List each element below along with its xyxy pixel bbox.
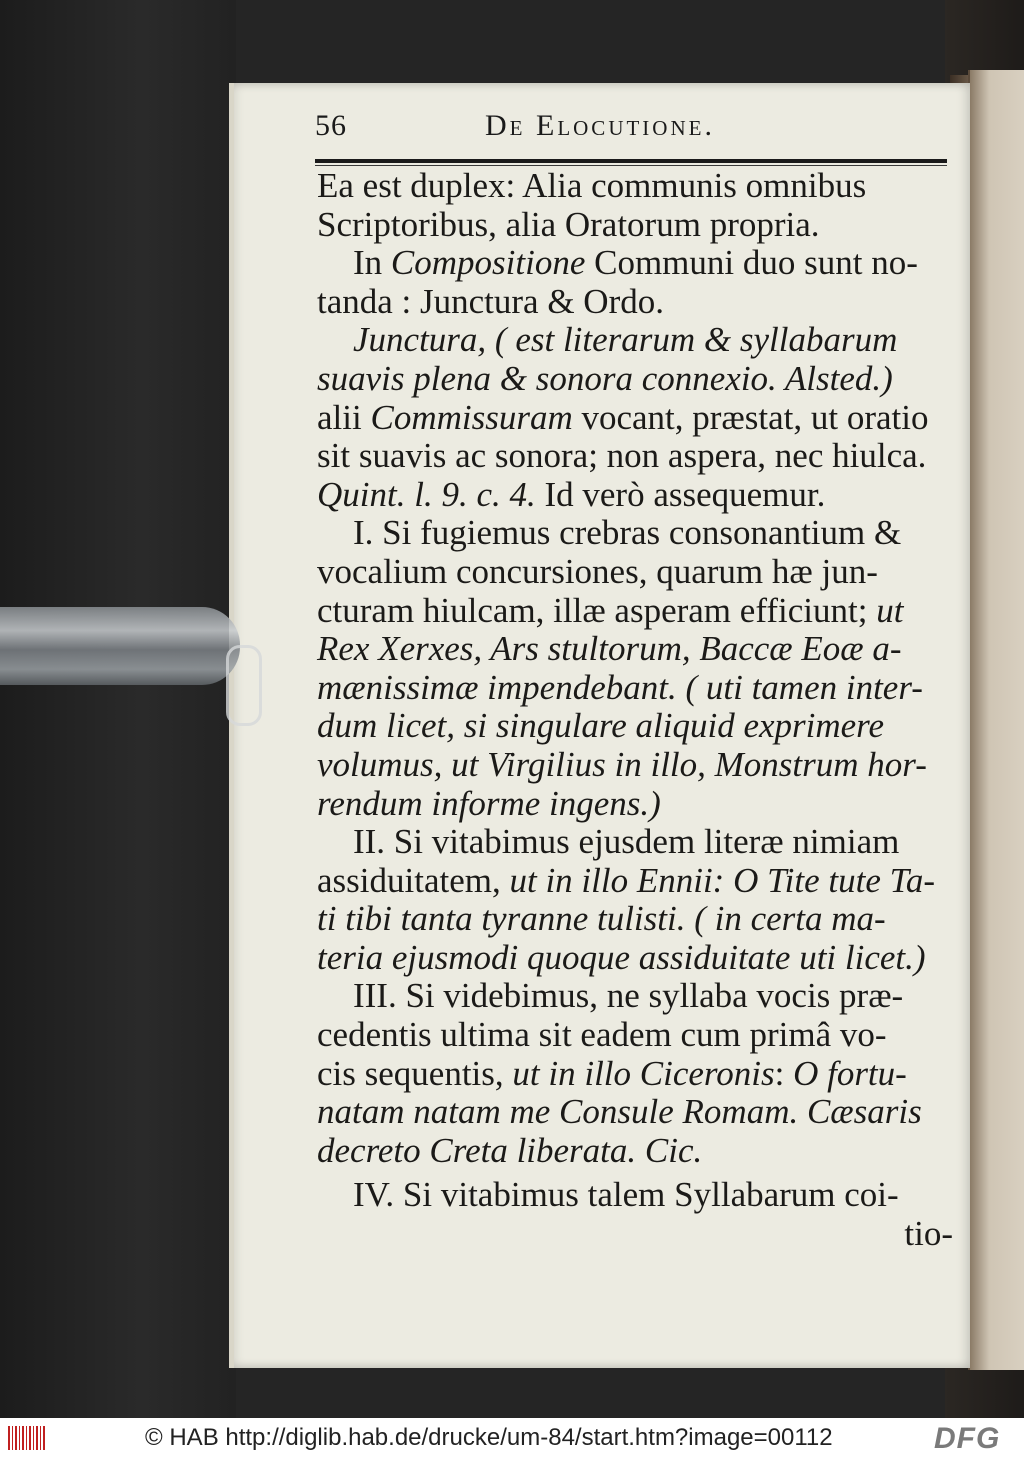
text-line xyxy=(317,244,953,283)
roman-text: : xyxy=(774,1053,794,1093)
clip-body xyxy=(0,607,240,685)
text-line xyxy=(317,1215,953,1254)
text-line xyxy=(317,592,953,631)
text-line xyxy=(317,630,953,669)
roman-text: Ea est duplex: Alia communis omnibus xyxy=(317,166,867,205)
viewer-footer xyxy=(0,1418,1024,1458)
text-line xyxy=(317,977,953,1016)
dfg-logo: DFG xyxy=(934,1422,1001,1455)
italic-text: ut in illo Ennii: O Tite tute Ta- xyxy=(509,860,936,900)
body-text xyxy=(317,167,953,1254)
page-clip xyxy=(0,585,250,725)
page-number: 56 xyxy=(315,109,347,142)
italic-text: ut in illo Ciceronis xyxy=(512,1053,775,1093)
italic-text: rendum informe ingens.) xyxy=(317,783,661,823)
roman-text: cturam hiulcam, illæ asperam efficiunt; xyxy=(317,590,877,630)
italic-text: Rex Xerxes, Ars stultorum, Baccæ Eoæ a- xyxy=(317,629,902,669)
text-line xyxy=(317,476,953,515)
italic-text: Junctura, ( est literarum & syllabarum xyxy=(353,320,898,360)
roman-text: cis sequentis, xyxy=(317,1053,513,1093)
italic-text: dum licet, si singulare aliquid exprimere xyxy=(317,706,885,746)
italic-text: suavis plena & sonora connexio. Alsted.) xyxy=(317,358,893,398)
italic-text: Compositione xyxy=(390,243,586,283)
text-line xyxy=(317,1093,953,1132)
text-line xyxy=(317,399,953,438)
text-line xyxy=(317,1132,953,1171)
text-line xyxy=(317,514,953,553)
roman-text: tio- xyxy=(904,1214,953,1254)
roman-text: Id verò assequemur. xyxy=(535,474,826,514)
hab-logo-icon xyxy=(8,1426,46,1450)
text-line xyxy=(317,1016,953,1055)
roman-text: alii xyxy=(317,397,371,437)
text-line xyxy=(317,939,953,978)
text-line xyxy=(317,746,953,785)
header-rule xyxy=(315,159,947,163)
roman-text: Communi duo sunt no- xyxy=(585,243,918,283)
page-header xyxy=(315,103,950,149)
text-line xyxy=(317,785,953,824)
italic-text: Commissuram xyxy=(370,397,573,437)
text-line xyxy=(317,1055,953,1094)
italic-text: Quint. l. 9. c. 4. xyxy=(317,474,536,514)
roman-text: tanda : Junctura & Ordo. xyxy=(317,281,664,321)
text-line xyxy=(317,283,953,322)
credit-link[interactable]: © HAB http://diglib.hab.de/drucke/um-84/start.htm?image=00112 xyxy=(145,1424,833,1451)
text-line xyxy=(317,206,953,245)
italic-text: mænissimæ impendebant. ( uti tamen inter- xyxy=(317,667,923,707)
text-line xyxy=(317,437,953,476)
roman-text: sit suavis ac sonora; non aspera, nec hiulca. xyxy=(317,436,927,476)
roman-text: II. Si vitabimus ejusdem literæ nimiam xyxy=(353,822,900,862)
italic-text: ti tibi tanta tyranne tulisti. ( in certa ma- xyxy=(317,899,886,939)
italic-text: volumus, ut Virgilius in illo, Monstrum hor- xyxy=(317,744,927,784)
text-line xyxy=(317,1176,953,1215)
italic-text: decreto Creta liberata. Cic. xyxy=(317,1130,703,1170)
clip-tip xyxy=(226,645,262,726)
page-left-edge xyxy=(229,83,234,1368)
italic-text: natam natam me Consule Romam. Cæsaris xyxy=(317,1092,922,1132)
text-line xyxy=(317,360,953,399)
roman-text: III. Si videbimus, ne syllaba vocis præ- xyxy=(353,976,904,1016)
text-line xyxy=(317,167,953,206)
roman-text: cedentis ultima sit eadem cum primâ vo- xyxy=(317,1015,887,1055)
running-title: De Elocutione. xyxy=(485,109,715,142)
italic-text: teria ejusmodi quoque assiduitate uti licet.) xyxy=(317,937,926,977)
book-page xyxy=(229,83,970,1368)
text-line xyxy=(317,669,953,708)
text-line xyxy=(317,862,953,901)
text-line xyxy=(317,707,953,746)
roman-text: vocant, præstat, ut oratio xyxy=(572,397,929,437)
roman-text: I. Si fugiemus crebras consonantium & xyxy=(353,513,902,553)
roman-text: Scriptoribus, alia Oratorum propria. xyxy=(317,204,820,244)
next-page-edge xyxy=(968,70,1024,1370)
roman-text: vocalium concursiones, quarum hæ jun- xyxy=(317,551,878,591)
roman-text: In xyxy=(353,243,391,283)
italic-text: O fortu- xyxy=(793,1053,907,1093)
roman-text: IV. Si vitabimus talem Syllabarum coi- xyxy=(353,1175,899,1215)
text-line xyxy=(317,553,953,592)
text-line xyxy=(317,823,953,862)
text-line xyxy=(317,321,953,360)
roman-text: assiduitatem, xyxy=(317,860,510,900)
text-line xyxy=(317,900,953,939)
italic-text: ut xyxy=(876,590,904,630)
